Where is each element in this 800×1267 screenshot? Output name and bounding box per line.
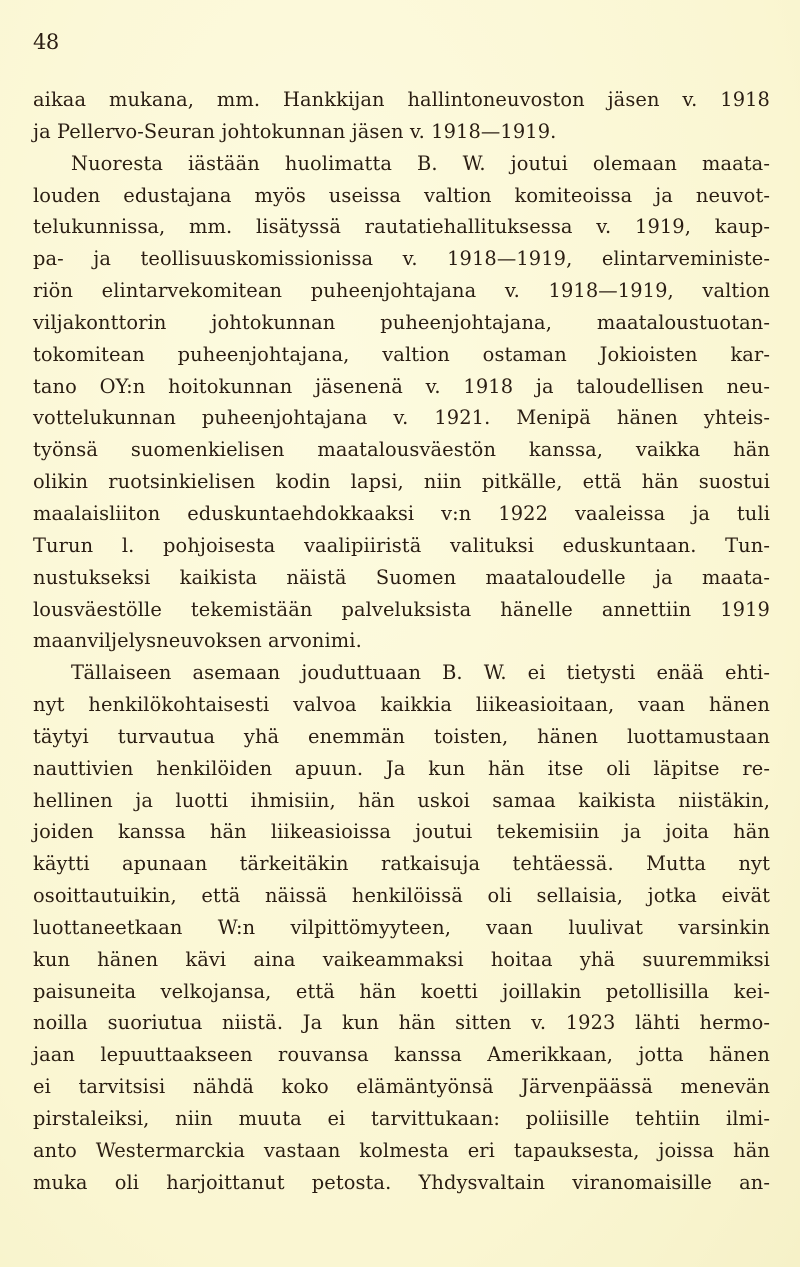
text-line: osoittautuikin, että näissä henkilöissä oli sellaisia, jotka eivät <box>33 884 770 908</box>
text-line: käytti apunaan tärkeitäkin ratkaisuja tehtäessä. Mutta nyt <box>33 852 770 876</box>
text-line: nauttivien henkilöiden apuun. Ja kun hän itse oli läpitse re- <box>33 756 770 780</box>
text-line: ja Pellervo-Seuran johtokunnan jäsen v. 1918—1919. <box>33 119 557 143</box>
text-line: aikaa mukana, mm. Hankkijan hallintoneuvoston jäsen v. 1918 <box>33 88 770 111</box>
text-line: telukunnissa, mm. lisätyssä rautatiehallituksessa v. 1919, kaup- <box>33 215 770 239</box>
text-line: tokomitean puheenjohtajana, valtion ostaman Jokioisten kar- <box>33 342 770 366</box>
text-line: hellinen ja luotti ihmisiin, hän uskoi samaa kaikista niistäkin, <box>33 788 770 812</box>
text-line: jaan lepuuttaakseen rouvansa kanssa Amerikkaan, jotta hänen <box>33 1043 770 1067</box>
text-line: muka oli harjoittanut petosta. Yhdysvaltain viranomaisille an- <box>33 1170 770 1194</box>
text-line: maanviljelysneuvoksen arvonimi. <box>33 629 362 653</box>
text-line: nyt henkilökohtaisesti valvoa kaikkia liikeasioitaan, vaan hänen <box>33 693 770 717</box>
text-line: pirstaleiksi, niin muuta ei tarvittukaan: poliisille tehtiin ilmi- <box>33 1107 770 1130</box>
text-line: joiden kanssa hän liikeasioissa joutui tekemisiin ja joita hän <box>33 820 770 844</box>
text-line: työnsä suomenkielisen maatalousväestön kanssa, vaikka hän <box>33 438 770 462</box>
text-line: luottaneetkaan W:n vilpittömyyteen, vaan luulivat varsinkin <box>33 915 770 939</box>
text-line: kun hänen kävi aina vaikeammaksi hoitaa yhä suuremmiksi <box>33 947 770 971</box>
text-line: lousväestölle tekemistään palveluksista hänelle annettiin 1919 <box>33 597 770 621</box>
text-line: vottelukunnan puheenjohtajana v. 1921. Menipä hänen yhteis- <box>33 406 770 430</box>
text-line: Turun l. pohjoisesta vaalipiiristä valituksi eduskuntaan. Tun- <box>33 533 770 557</box>
text-line: anto Westermarckia vastaan kolmesta eri tapauksesta, joissa hän <box>33 1138 770 1162</box>
text-line: louden edustajana myös useissa valtion komiteoissa ja neuvot- <box>33 183 770 207</box>
text-line: riön elintarvekomitean puheenjohtajana v. 1918—1919, valtion <box>33 279 770 303</box>
body-text <box>33 84 770 1199</box>
text-line: olikin ruotsinkielisen kodin lapsi, niin pitkälle, että hän suostui <box>33 470 770 494</box>
text-line: tano OY:n hoitokunnan jäsenenä v. 1918 ja taloudellisen neu- <box>33 374 770 398</box>
text-line: Nuoresta iästään huolimatta B. W. joutui olemaan maata- <box>71 151 770 175</box>
text-line: ei tarvitsisi nähdä koko elämäntyönsä Järvenpäässä menevän <box>33 1075 770 1099</box>
text-line: Tällaiseen asemaan jouduttuaan B. W. ei tietysti enää ehti- <box>71 661 770 685</box>
text-line: viljakonttorin johtokunnan puheenjohtajana, maataloustuotan- <box>33 310 770 334</box>
text-line: maalaisliiton eduskuntaehdokkaaksi v:n 1922 vaaleissa ja tuli <box>33 501 770 525</box>
text-line: paisuneita velkojansa, että hän koetti joillakin petollisilla kei- <box>33 979 770 1003</box>
text-line: nustukseksi kaikista näistä Suomen maataloudelle ja maata- <box>33 565 770 589</box>
text-line: pa- ja teollisuuskomissionissa v. 1918—1919, elintarveministe- <box>33 247 770 271</box>
text-line: noilla suoriutua niistä. Ja kun hän sitten v. 1923 lähti hermo- <box>33 1011 770 1035</box>
page-number: 48 <box>33 30 59 54</box>
text-line: täytyi turvautua yhä enemmän toisten, hänen luottamustaan <box>33 724 770 748</box>
